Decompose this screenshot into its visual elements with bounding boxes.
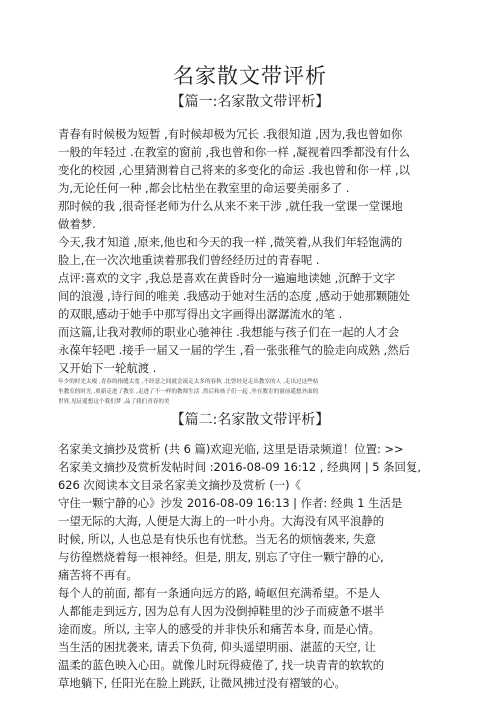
paragraph-line: 变化的校园 ,心里猜测着自己将来的多变化的命运 .我也曾和你一样 ,以 [58,163,411,177]
section-heading-1: 【篇一:名家散文带评析】 [170,94,330,110]
paragraph-line: 每个人的前面, 都有一条通向远方的路, 崎岖但充满希望。不是人 [58,586,381,600]
paragraph-line: 温柔的蓝色映入心田。就像儿时玩得疲倦了, 找一块青青的软软的 [58,658,385,672]
small-print-line: 坐教室的时光 ,重新走进了教室 ,走进了不一样的教师生活 .然后和孩子们一起 ,坐在教室的窗前遥想外面的 [58,389,319,395]
paragraph-line: 时候, 所以, 人也总是有快乐也有忧愁。当无名的烦恼袭来, 失意 [58,532,376,546]
paragraph-line: 间的浪漫 ,诗行间的唯美 .我感动于她对生活的态度 ,感动于她那颗随处 [58,289,411,303]
paragraph-line: 草地躺下, 任阳光在脸上跳跃, 让微风拂过没有褶皱的心。 [58,676,346,690]
paragraph-line: 一望无际的大海, 人便是大海上的一叶小舟。大海没有风平浪静的 [58,514,385,528]
paragraph-line: 痛苦将不再有。 [58,568,138,582]
paragraph-line: 永葆年轻吧 .接手一届又一届的学生 ,看一张张稚气的脸走向成熟 ,然后 [58,343,411,357]
small-print-line: 年少的时光太瘦 ,青春的指缝太宽 ,不经意之间就会流走太多的春秋 .比曾经是走出教室的人 ,走出过这些枯 [58,379,319,385]
paragraph-line: 的双眼,感动于她手中那写得出文字画得出潺潺流水的笔 . [58,307,343,321]
paragraph-line: 那时候的我 ,很奇怪老师为什么从来不来干涉 ,就任我一堂课一堂课地 [58,199,403,213]
paragraph-line: 青春有时候极为短暂 ,有时候却极为冗长 .我很知道 ,因为,我也曾如你 [58,127,403,141]
paragraph-line: 点评:喜欢的文字 ,我总是喜欢在黄昏时分一遍遍地读她 ,沉醉于文字 [58,271,396,285]
paragraph-line: 而这篇,让我对教师的职业心驰神往 .我想能与孩子们在一起的人才会 [58,325,400,339]
paragraph-line: 名家美文摘抄及赏析 (共 6 篇)欢迎光临, 这里是语录频道！位置: >> [58,442,404,456]
paragraph-line: 又开始下一轮航渡 . [58,361,157,375]
paragraph-line: 626 次阅读本文目录名家美文摘抄及赏析 (一)《 [58,478,301,492]
section-heading-2: 【篇二:名家散文带评析】 [170,412,330,428]
paragraph-line: 与彷徨燃烧着每一根神经。但是, 朋友, 别忘了守住一颗宁静的心, [58,550,384,564]
paragraph-line: 名家美文摘抄及赏析发帖时间 :2016-08-09 16:12 , 经典网 | 5 条回复, [58,460,421,474]
paragraph-line: 当生活的困扰袭来, 请丢下负荷, 仰头遥望明丽、湛蓝的天空, 让 [58,640,376,654]
paragraph-line: 脸上,在一次次地重读着那我们曾经经历过的青春呢 . [58,253,320,267]
small-print-line: 世界,见证遥想这个我们梦 ,品了我们青春的美 [58,399,170,405]
paragraph-line: 做着梦. [58,217,96,231]
paragraph-line: 人都能走到远方, 因为总有人因为没倒掉鞋里的沙子而疲惫不堪半 [58,604,385,618]
document-title: 名家散文带评析 [173,64,327,88]
paragraph-line: 守住一颗宁静的心》沙发 2016-08-09 16:13 | 作者: 经典 1 生活是 [58,496,403,510]
paragraph-line: 一般的年轻过 .在教室的窗前 ,我也曾和你一样 ,凝视着四季都没有什么 [58,145,411,159]
paragraph-line: 为,无论任何一种 ,都会比枯坐在教室里的命运要美丽多了 . [58,181,350,195]
paragraph-line: 今天,我才知道 ,原来,他也和今天的我一样 ,微笑着,从我们年轻饱满的 [58,235,403,249]
paragraph-line: 途而废。所以, 主宰人的感受的并非快乐和痛苦本身, 而是心情。 [58,622,381,636]
